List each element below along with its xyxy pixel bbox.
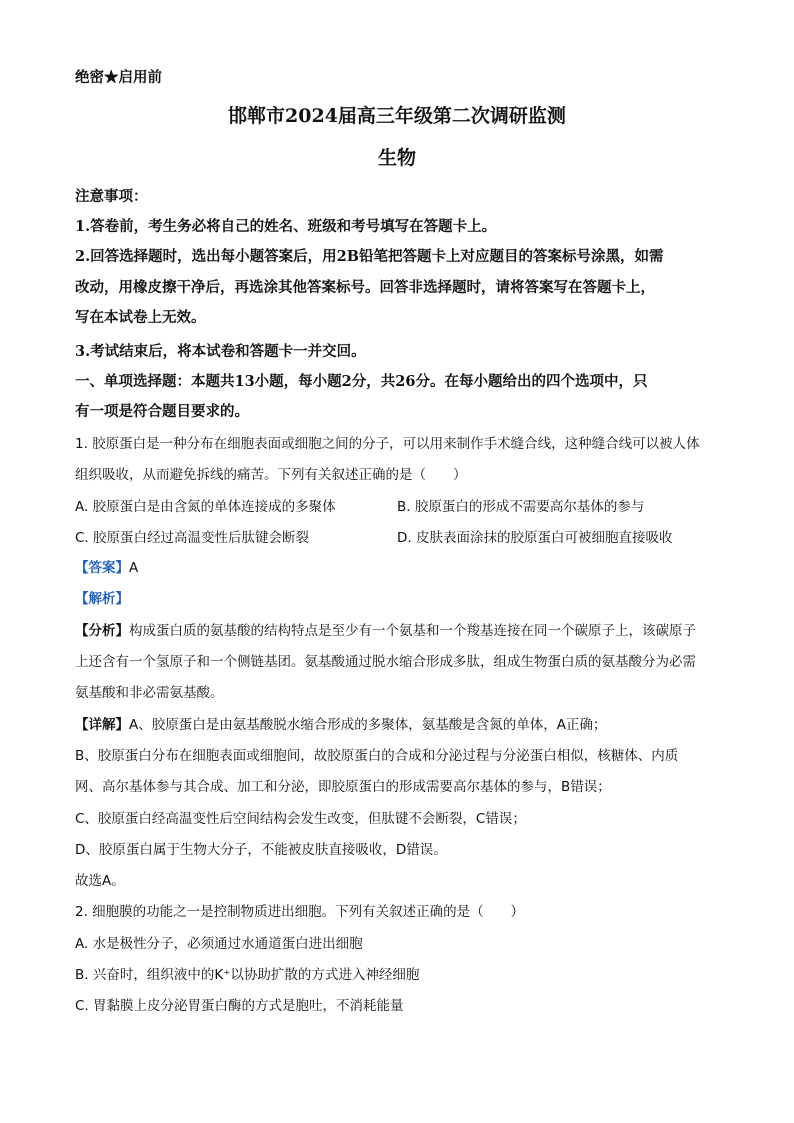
- fenxi-text: 氨基酸和非必需氨基酸。: [75, 685, 224, 701]
- answer-value: A: [129, 560, 139, 576]
- fenxi-text: 构成蛋白质的氨基酸的结构特点是至少有一个氨基和一个羧基连接在同一个碳原子上，该碳原子: [129, 623, 696, 639]
- xiangjie-text: C、胶原蛋白经高温变性后空间结构会发生改变，但肽键不会断裂，C错误；: [75, 811, 526, 827]
- answer-line: [75, 556, 725, 576]
- xiangjie-line: [75, 713, 725, 733]
- analysis-line: [75, 587, 725, 607]
- section-heading: 一、单项选择题：本题共13小题，每小题2分，共26分。在每小题给出的四个选项中，只: [75, 373, 648, 390]
- note-line: 3.考试结束后，将本试卷和答题卡一并交回。: [75, 343, 366, 360]
- analysis-tag: 【解析】: [75, 591, 129, 607]
- answer-tag: 【答案】: [75, 560, 129, 576]
- exam-title: 邯郸市2024届高三年级第二次调研监测: [228, 105, 566, 127]
- option-b: B. 胶原蛋白的形成不需要高尔基体的参与: [397, 499, 645, 515]
- fenxi-line: [75, 619, 725, 639]
- question-stem: 组织吸收，从而避免拆线的痛苦。下列有关叙述正确的是（ ）: [75, 467, 467, 483]
- option-c: C. 胃黏膜上皮分泌胃蛋白酶的方式是胞吐，不消耗能量: [75, 998, 404, 1014]
- confidential-mark: 绝密★启用前: [75, 69, 162, 86]
- option-d: D. 皮肤表面涂抹的胶原蛋白可被细胞直接吸收: [397, 530, 673, 546]
- fenxi-tag: 【分析】: [75, 623, 129, 639]
- option-c: C. 胶原蛋白经过高温变性后肽键会断裂: [75, 530, 310, 546]
- question-stem: 1. 胶原蛋白是一种分布在细胞表面或细胞之间的分子，可以用来制作手术缝合线，这种缝合线可以被人体: [75, 436, 700, 452]
- option-a: A. 胶原蛋白是由含氮的单体连接成的多聚体: [75, 499, 336, 515]
- xiangjie-text: 故选A。: [75, 873, 125, 889]
- xiangjie-text: B、胶原蛋白分布在细胞表面或细胞间，故胶原蛋白的合成和分泌过程与分泌蛋白相似，核糖体、内质: [75, 748, 679, 764]
- note-line: 2.回答选择题时，选出每小题答案后，用2B铅笔把答题卡上对应题目的答案标号涂黑，如需: [75, 248, 664, 265]
- xiangjie-text: 网、高尔基体参与其合成、加工和分泌，即胶原蛋白的形成需要高尔基体的参与，B错误；: [75, 779, 611, 795]
- section-heading: 有一项是符合题目要求的。: [75, 403, 249, 420]
- xiangjie-tag: 【详解】: [75, 717, 129, 733]
- note-line: 改动，用橡皮擦干净后，再选涂其他答案标号。回答非选择题时，请将答案写在答题卡上，: [75, 279, 655, 296]
- xiangjie-text: A、胶原蛋白是由氨基酸脱水缩合形成的多聚体，氨基酸是含氮的单体，A正确；: [129, 717, 607, 733]
- option-b: B. 兴奋时，组织液中的K⁺以协助扩散的方式进入神经细胞: [75, 967, 420, 983]
- question-stem: 2. 细胞膜的功能之一是控制物质进出细胞。下列有关叙述正确的是（ ）: [75, 904, 525, 920]
- fenxi-text: 上还含有一个氢原子和一个侧链基团。氨基酸通过脱水缩合形成多肽，组成生物蛋白质的氨基酸分为必需: [75, 654, 696, 670]
- xiangjie-text: D、胶原蛋白属于生物大分子，不能被皮肤直接吸收，D错误。: [75, 842, 447, 858]
- option-a: A. 水是极性分子，必须通过水通道蛋白进出细胞: [75, 936, 363, 952]
- notes-heading: 注意事项：: [75, 188, 148, 205]
- note-line: 写在本试卷上无效。: [75, 309, 206, 326]
- note-line: 1.答卷前，考生务必将自己的姓名、班级和考号填写在答题卡上。: [75, 218, 497, 235]
- subject-title: 生物: [377, 147, 416, 169]
